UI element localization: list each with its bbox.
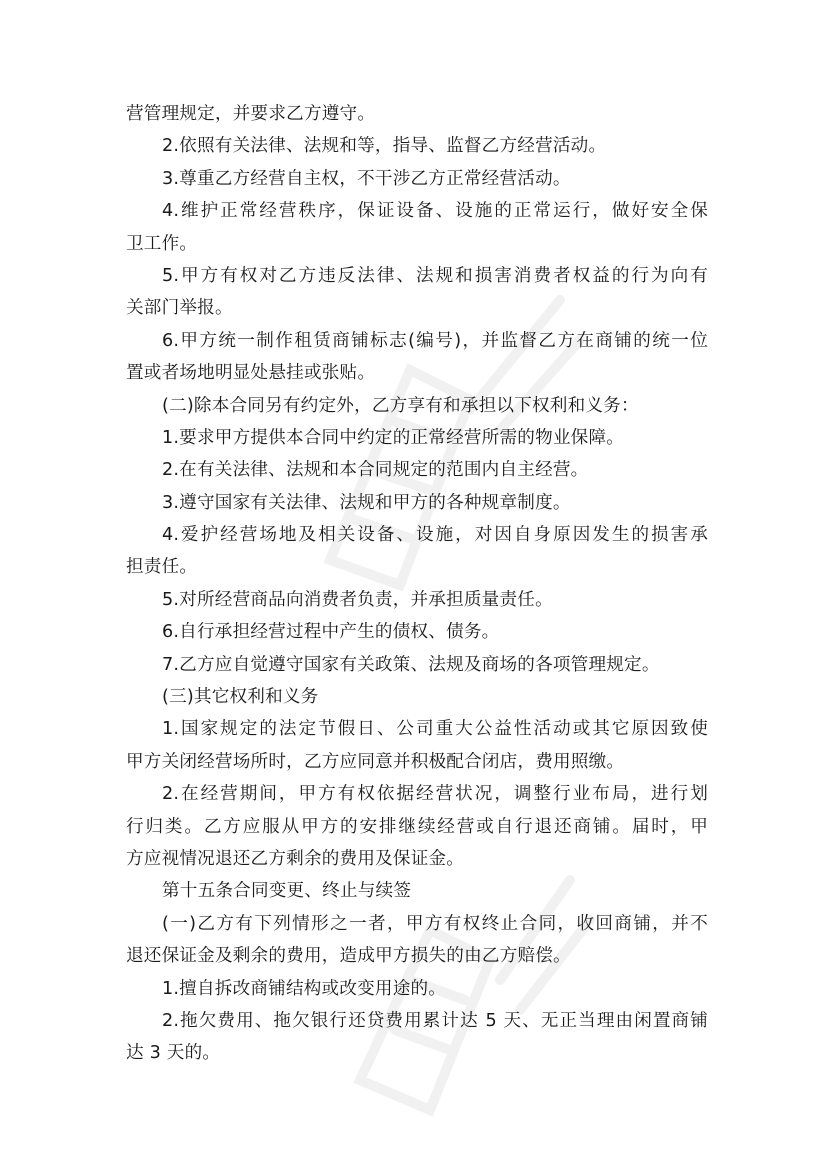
text-line: 7.乙方应自觉遵守国家有关政策、法规及商场的各项管理规定。 [162, 654, 660, 675]
text-line: 2.拖欠费用、拖欠银行还贷费用累计达 5 天、无正当理由闲置商铺 [162, 1010, 708, 1031]
text-line: (一)乙方有下列情形之一者，甲方有权终止合同，收回商铺，并不 [162, 913, 708, 934]
text-line: 4.爱护经营场地及相关设备、设施，对因自身原因发生的损害承 [162, 525, 708, 546]
text-line: 1.擅自拆改商铺结构或改变用途的。 [162, 978, 447, 999]
text-line: 2.依照有关法律、法规和等，指导、监督乙方经营活动。 [162, 136, 607, 157]
text-line: 卫工作。 [126, 233, 198, 254]
text-line: 3.尊重乙方经营自主权，不干涉乙方正常经营活动。 [162, 168, 571, 189]
text-line: 营管理规定，并要求乙方遵守。 [126, 104, 376, 124]
section-heading: (三)其它权利和义务 [162, 687, 319, 708]
text-line: 置或者场地明显处悬挂或张贴。 [126, 363, 376, 384]
text-line: 4.维护正常经营秩序，保证设备、设施的正常运行，做好安全保 [162, 201, 708, 222]
text-line: 方应视情况退还乙方剩余的费用及保证金。 [126, 848, 465, 869]
text-line: 2.在有关法律、法规和本合同规定的范围内自主经营。 [162, 460, 589, 481]
text-line: 3.遵守国家有关法律、法规和甲方的各种规章制度。 [162, 492, 571, 513]
document-body [126, 98, 708, 1070]
text-line: (二)除本合同另有约定外，乙方享有和承担以下权利和义务： [162, 395, 639, 416]
text-line: 甲方关闭经营场所时，乙方应同意并积极配合闭店，费用照缴。 [126, 751, 625, 772]
text-line: 2.在经营期间，甲方有权依据经营状况，调整行业布局，进行划 [162, 784, 708, 805]
text-line: 担责任。 [126, 557, 198, 578]
text-line: 6.自行承担经营过程中产生的债权、债务。 [162, 622, 500, 643]
text-line: 1.国家规定的法定节假日、公司重大公益性活动或其它原因致使 [162, 719, 708, 740]
text-line: 5.甲方有权对乙方违反法律、法规和损害消费者权益的行为向有 [162, 265, 708, 286]
text-line: 1.要求甲方提供本合同中约定的正常经营所需的物业保障。 [162, 427, 625, 448]
text-line: 6.甲方统一制作租赁商铺标志(编号)，并监督乙方在商铺的统一位 [162, 330, 708, 351]
article-heading: 第十五条合同变更、终止与续签 [162, 881, 412, 902]
text-line: 5.对所经营商品向消费者负责，并承担质量责任。 [162, 589, 553, 610]
text-line: 关部门举报。 [126, 298, 233, 319]
text-line: 达 3 天的。 [126, 1043, 221, 1064]
text-line: 退还保证金及剩余的费用，造成甲方损失的由乙方赔偿。 [126, 946, 571, 967]
text-line: 行归类。乙方应服从甲方的安排继续经营或自行退还商铺。届时，甲 [126, 816, 708, 837]
